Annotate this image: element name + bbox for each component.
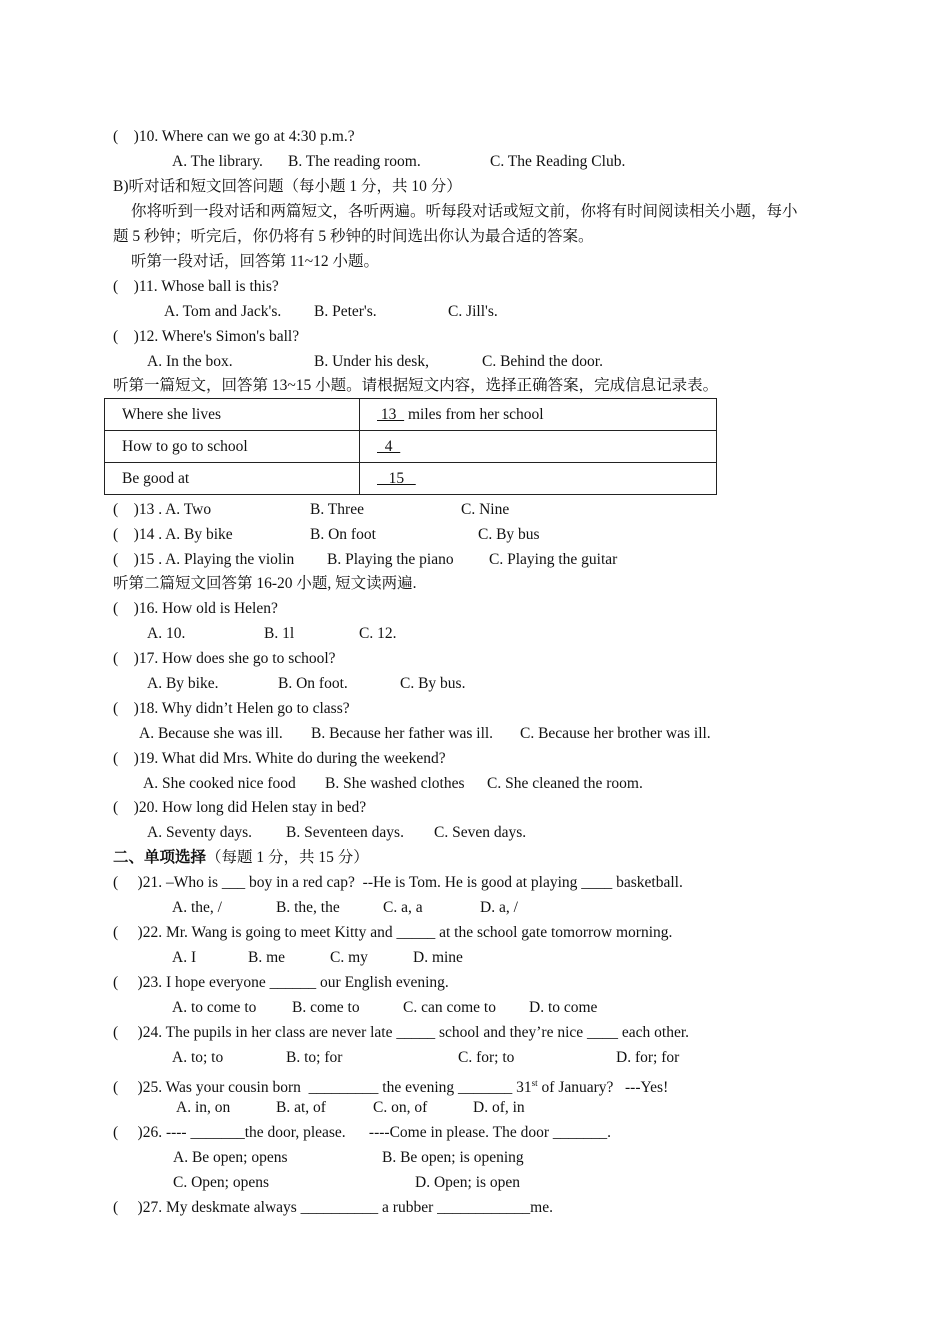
q12-stem: ( )12. Where's Simon's ball? <box>113 328 300 345</box>
q17-option-a: A. By bike. <box>147 675 219 692</box>
table-row <box>105 463 717 495</box>
q20-stem: ( )20. How long did Helen stay in bed? <box>113 799 367 816</box>
row-label: Be good at <box>105 463 360 495</box>
q24-stem: ( )24. The pupils in her class are never late _____ school and they’re nice ____ each other. <box>113 1024 690 1041</box>
q23-stem: ( )23. I hope everyone ______ our English evening. <box>113 974 449 991</box>
q25-stem-tail: of January? ---Yes! <box>537 1079 669 1097</box>
answer-blank-13: 13 <box>377 405 405 423</box>
q19-stem: ( )19. What did Mrs. White do during the weekend? <box>113 750 446 767</box>
q25-option-c: C. on, of <box>373 1099 428 1116</box>
q26-option-a: A. Be open; opens <box>173 1149 288 1166</box>
q14-option-c: C. By bus <box>478 526 540 543</box>
q23-option-d: D. to come <box>529 999 598 1016</box>
q21-option-a: A. the, / <box>172 899 222 916</box>
q12-option-b: B. Under his desk, <box>314 353 429 370</box>
q25-option-b: B. at, of <box>276 1099 326 1116</box>
q16-stem: ( )16. How old is Helen? <box>113 600 278 617</box>
q15-option-b: B. Playing the piano <box>327 551 454 568</box>
q18-option-c: C. Because her brother was ill. <box>520 725 711 742</box>
row-suffix: miles from her school <box>404 405 544 423</box>
q18-stem: ( )18. Why didn’t Helen go to class? <box>113 700 350 717</box>
q25-stem-text: ( )25. Was your cousin born _________ the evening _______ 31 <box>113 1079 532 1097</box>
q10-option-a: A. The library. <box>172 153 263 170</box>
q11-option-b: B. Peter's. <box>314 303 377 320</box>
q25-stem <box>113 1073 668 1098</box>
section-b-intro-line2: 题 5 秒钟；听完后，你仍将有 5 秒钟的时间选出你认为最合适的答案。 <box>113 228 594 245</box>
row-label: Where she lives <box>105 399 360 431</box>
q19-option-b: B. She washed clothes <box>325 775 465 792</box>
q24-option-b: B. to; for <box>286 1049 343 1066</box>
q24-option-d: D. for; for <box>616 1049 680 1066</box>
row-value <box>360 463 717 495</box>
q19-option-a: A. She cooked nice food <box>143 775 296 792</box>
q22-option-d: D. mine <box>413 949 463 966</box>
section-2-heading <box>113 848 369 868</box>
q19-option-c: C. She cleaned the room. <box>487 775 643 792</box>
answer-blank-14: 4 <box>377 437 401 455</box>
q11-option-a: A. Tom and Jack's. <box>164 303 282 320</box>
q23-option-b: B. come to <box>292 999 360 1016</box>
q22-option-a: A. I <box>172 949 197 966</box>
q22-option-b: B. me <box>248 949 286 966</box>
dialog-note: 听第一段对话，回答第 11~12 小题。 <box>131 253 380 270</box>
q15-stem: ( )15 . A. Playing the violin <box>113 551 295 568</box>
section-2-note: （每题 1 分，共 15 分） <box>206 849 369 866</box>
q24-option-c: C. for; to <box>458 1049 515 1066</box>
q15-option-c: C. Playing the guitar <box>489 551 618 568</box>
q24-option-a: A. to; to <box>172 1049 224 1066</box>
q16-option-c: C. 12. <box>359 625 397 642</box>
q12-option-c: C. Behind the door. <box>482 353 603 370</box>
passage2-note: 听第二篇短文回答第 16-20 小题, 短文读两遍. <box>113 575 417 592</box>
q20-option-c: C. Seven days. <box>434 824 527 841</box>
table-row <box>105 431 717 463</box>
q20-option-b: B. Seventeen days. <box>286 824 404 841</box>
q21-option-b: B. the, the <box>276 899 340 916</box>
q14-stem: ( )14 . A. By bike <box>113 526 233 543</box>
q11-option-c: C. Jill's. <box>448 303 498 320</box>
table-row <box>105 399 717 431</box>
q18-option-b: B. Because her father was ill. <box>311 725 494 742</box>
q17-stem: ( )17. How does she go to school? <box>113 650 336 667</box>
q16-option-a: A. 10. <box>147 625 186 642</box>
row-label: How to go to school <box>105 431 360 463</box>
q22-option-c: C. my <box>330 949 368 966</box>
q11-stem: ( )11. Whose ball is this? <box>113 278 279 295</box>
q21-option-c: C. a, a <box>383 899 423 916</box>
q25-option-d: D. of, in <box>473 1099 525 1116</box>
section-2-title: 二、单项选择 <box>113 849 207 866</box>
q17-option-b: B. On foot. <box>278 675 348 692</box>
q13-option-c: C. Nine <box>461 501 510 518</box>
q16-option-b: B. 1l <box>264 625 295 642</box>
q26-option-d: D. Open; is open <box>415 1174 521 1191</box>
q23-option-a: A. to come to <box>172 999 257 1016</box>
section-b-intro-line1: 你将听到一段对话和两篇短文，各听两遍。听每段对话或短文前，你将有时间阅读相关小题，每小 <box>131 203 798 220</box>
q25-ordinal-suffix: st <box>531 1078 538 1088</box>
q25-option-a: A. in, on <box>176 1099 231 1116</box>
q21-option-d: D. a, / <box>480 899 518 916</box>
q26-option-b: B. Be open; is opening <box>382 1149 524 1166</box>
q17-option-c: C. By bus. <box>400 675 466 692</box>
q10-option-b: B. The reading room. <box>288 153 421 170</box>
q18-option-a: A. Because she was ill. <box>139 725 283 742</box>
q10-option-c: C. The Reading Club. <box>490 153 626 170</box>
q27-stem: ( )27. My deskmate always __________ a rubber ____________me. <box>113 1199 553 1216</box>
answer-blank-15: 15 <box>377 469 416 487</box>
q10-stem: ( )10. Where can we go at 4:30 p.m.? <box>113 128 355 145</box>
q12-option-a: A. In the box. <box>147 353 233 370</box>
q26-option-c: C. Open; opens <box>173 1174 270 1191</box>
q22-stem: ( )22. Mr. Wang is going to meet Kitty and _____ at the school gate tomorrow morning. <box>113 924 673 941</box>
row-value <box>360 399 717 431</box>
q13-option-b: B. Three <box>310 501 364 518</box>
row-value <box>360 431 717 463</box>
q23-option-c: C. can come to <box>403 999 496 1016</box>
q14-option-b: B. On foot <box>310 526 376 543</box>
passage1-note: 听第一篇短文，回答第 13~15 小题。请根据短文内容，选择正确答案，完成信息记录表。 <box>113 377 719 394</box>
q26-stem: ( )26. ---- _______the door, please. ----Come in please. The door _______. <box>113 1124 611 1141</box>
q13-stem: ( )13 . A. Two <box>113 501 212 518</box>
q21-stem: ( )21. –Who is ___ boy in a red cap? --He is Tom. He is good at playing ____ basketball. <box>113 874 683 891</box>
info-record-table <box>104 398 717 495</box>
section-b-title: B)听对话和短文回答问题（每小题 1 分，共 10 分） <box>113 178 462 195</box>
q20-option-a: A. Seventy days. <box>147 824 253 841</box>
